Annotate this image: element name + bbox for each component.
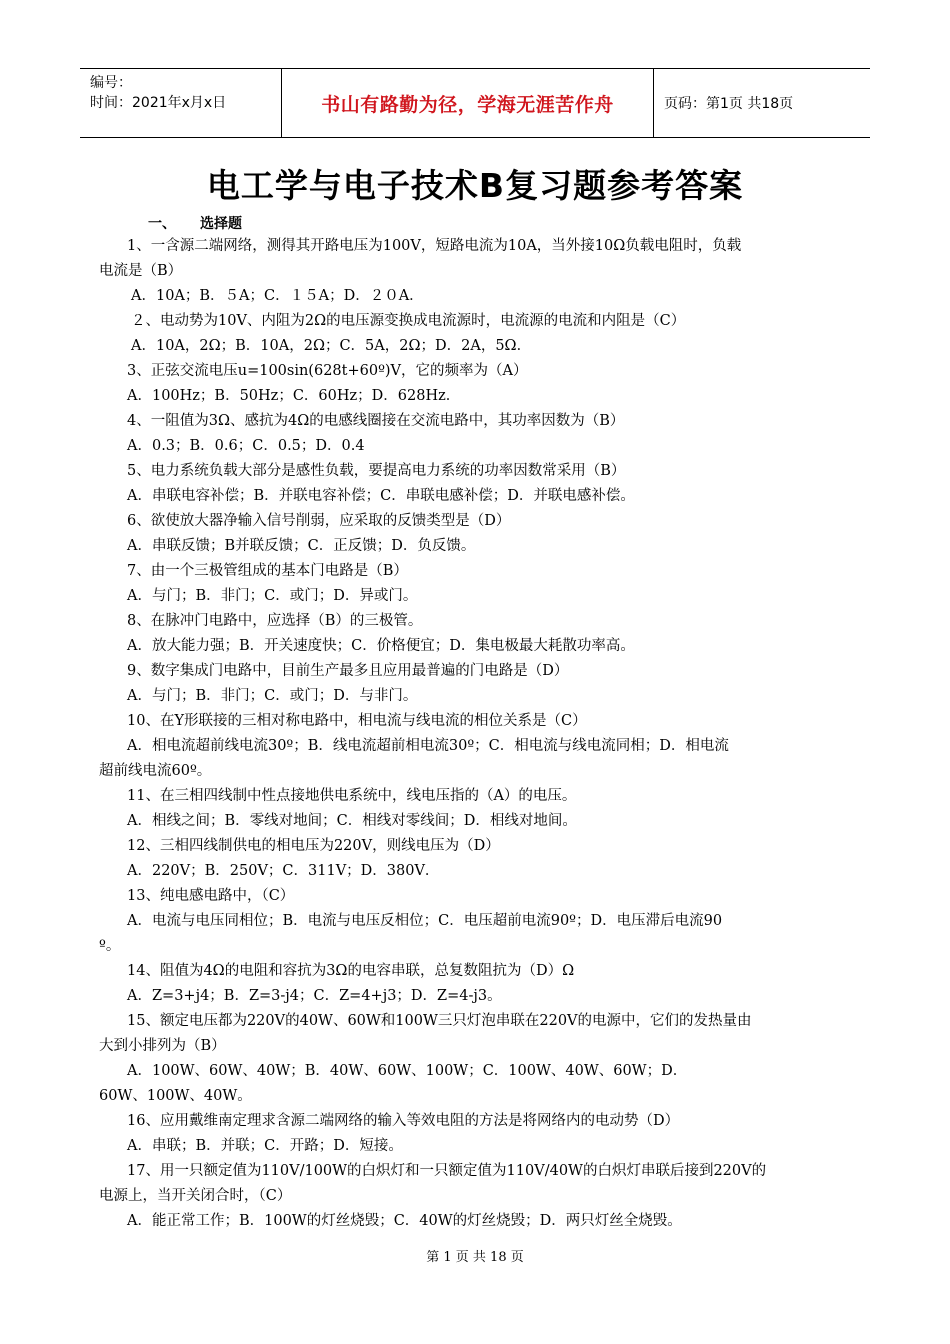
page-footer: 第 1 页 共 18 页 (426, 1250, 524, 1265)
page-number-label: 页码：第1页 共18页 (664, 96, 794, 112)
question-11: 11、在三相四线制中性点接地供电系统中，线电压指的（A）的电压。 (127, 788, 577, 804)
options-14: A．Z=3+j4；B．Z=3-j4；C．Z=4+j3；D．Z=4-j3。 (127, 988, 502, 1004)
question-14: 14、阻值为4Ω的电阻和容抗为3Ω的电容串联，总复数阻抗为（D）Ω (127, 963, 575, 979)
question-12: 12、三相四线制供电的相电压为220V，则线电压为（D） (127, 838, 500, 854)
question-5: 5、电力系统负载大部分是感性负载，要提高电力系统的功率因数常采用（B） (127, 463, 626, 479)
header-motto-cell (282, 69, 654, 137)
code-label: 编号： (90, 75, 132, 91)
options-4: A．0.3；B．0.6；C．0.5；D．0.4 (127, 438, 365, 454)
question-17-line-2: 电源上，当开关闭合时，（C） (99, 1188, 292, 1204)
options-17: A．能正常工作；B．100W的灯丝烧毁；C．40W的灯丝烧毁；D．两只灯丝全烧毁。 (127, 1213, 682, 1229)
options-6: A．串联反馈；B并联反馈；C．正反馈；D．负反馈。 (127, 538, 476, 554)
question-8: 8、在脉冲门电路中，应选择（B）的三极管。 (127, 613, 423, 629)
options-13-line-2: º。 (99, 938, 121, 954)
question-7: 7、由一个三极管组成的基本门电路是（B） (127, 563, 408, 579)
question-1-line-2: 电流是（B） (99, 263, 183, 279)
options-1: A．10A；B．５A；C．１５A；D．２０A． (131, 288, 424, 304)
question-4: 4、一阻值为3Ω、感抗为4Ω的电感线圈接在交流电路中，其功率因数为（B） (127, 413, 625, 429)
options-7: A．与门；B．非门；C．或门；D．异或门。 (127, 588, 418, 604)
options-3: A．100Hz；B．50Hz；C．60Hz；D．628Hz． (127, 388, 461, 404)
question-13: 13、纯电感电路中，（C） (127, 888, 295, 904)
options-15-line-2: 60W、100W、40W。 (99, 1088, 252, 1104)
section-number: 一、 (148, 216, 176, 232)
question-15-line-2: 大到小排列为（B） (99, 1038, 226, 1054)
question-1-line-1: 1、一含源二端网络，测得其开路电压为100V，短路电流为10A，当外接10Ω负载电阻时，负载 (127, 238, 742, 254)
options-12: A．220V；B．250V；C．311V；D．380V． (127, 863, 440, 879)
question-10: 10、在Y形联接的三相对称电路中，相电流与线电流的相位关系是（C） (127, 713, 587, 729)
question-3: 3、正弦交流电压u=100sin(628t+60º)V，它的频率为（A） (127, 363, 528, 379)
options-8: A．放大能力强；B．开关速度快；C．价格便宜；D．集电极最大耗散功率高。 (127, 638, 635, 654)
motto-text: 书山有路勤为径，学海无涯苦作舟 (321, 93, 614, 116)
header-page-cell (654, 69, 870, 137)
header-info-cell (80, 69, 282, 137)
question-9: 9、数字集成门电路中，目前生产最多且应用最普遍的门电路是（D） (127, 663, 569, 679)
section-heading (148, 213, 242, 233)
options-15-line-1: A．100W、60W、40W；B．40W、60W、100W；C．100W、40W、60W；D． (127, 1063, 688, 1079)
date-label: 时间：2021年x月x日 (90, 95, 227, 111)
options-10-line-2: 超前线电流60º。 (99, 763, 212, 779)
question-17-line-1: 17、用一只额定值为110V/100W的白炽灯和一只额定值为110V/40W的白炽灯串联后接到220V的 (127, 1163, 767, 1179)
question-16: 16、应用戴维南定理求含源二端网络的输入等效电阻的方法是将网络内的电动势（D） (127, 1113, 680, 1129)
options-5: A．串联电容补偿；B．并联电容补偿；C．串联电感补偿；D．并联电感补偿。 (127, 488, 635, 504)
question-15-line-1: 15、额定电压都为220V的40W、60W和100W三只灯泡串联在220V的电源中，它们的发热量由 (127, 1013, 752, 1029)
options-9: A．与门；B．非门；C．或门；D．与非门。 (127, 688, 418, 704)
options-13-line-1: A．电流与电压同相位；B．电流与电压反相位；C．电压超前电流90º；D．电压滞后电流90 (127, 913, 723, 929)
question-2: ２、电动势为10V、内阻为2Ω的电压源变换成电流源时，电流源的电流和内阻是（C） (131, 313, 686, 329)
document-title: 电工学与电子技术B复习题参考答案 (206, 166, 744, 205)
section-name: 选择题 (200, 216, 242, 232)
options-11: A．相线之间；B．零线对地间；C．相线对零线间；D．相线对地间。 (127, 813, 577, 829)
question-list (99, 234, 852, 1234)
options-16: A．串联；B．并联；C．开路；D．短接。 (127, 1138, 403, 1154)
options-10-line-1: A．相电流超前线电流30º；B．线电流超前相电流30º；C．相电流与线电流同相；D．相电流 (127, 738, 729, 754)
options-2: A．10A，2Ω；B．10A，2Ω；C．5A，2Ω；D．2A，5Ω． (131, 338, 532, 354)
question-6: 6、欲使放大器净输入信号削弱，应采取的反馈类型是（D） (127, 513, 511, 529)
header-table (80, 68, 870, 138)
